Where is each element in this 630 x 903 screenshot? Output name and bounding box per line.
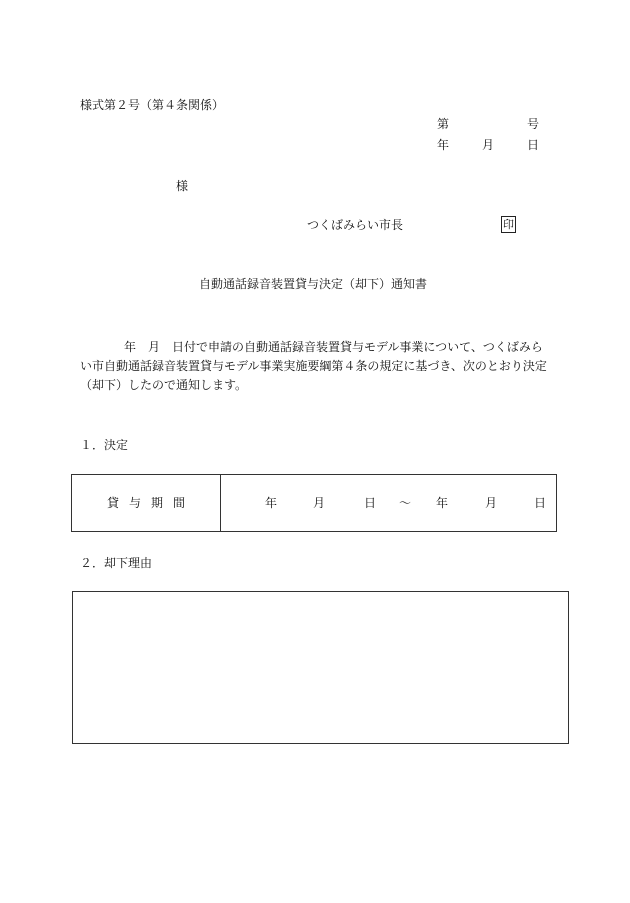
period-start-year: 年 [265,496,278,510]
section-rejection-heading: ２．却下理由 [80,556,153,570]
issuer-name: つくばみらい市長 [307,218,404,232]
seal-stamp: 印 [503,218,514,231]
period-end-day: 日 [534,496,547,510]
issue-date-month: 月 [482,138,495,152]
addressee-suffix: 様 [176,179,189,193]
period-end-year: 年 [436,496,449,510]
lending-period-label: 貸与期間 [106,496,195,510]
form-number: 様式第２号（第４条関係） [80,98,225,112]
document-title: 自動通話録音装置貸与決定（却下）通知書 [199,277,428,291]
table-divider [220,475,221,531]
period-end-month: 月 [485,496,498,510]
decision-table [71,474,557,532]
period-start-day: 日 [364,496,377,510]
body-paragraph [80,338,550,395]
body-text: 年 月 日付で申請の自動通話録音装置貸与モデル事業について、つくばみらい市自動通話録音装置貸与モデル事業実施要綱第４条の規定に基づき、次のとおり決定（却下）したので通知します。 [80,340,547,392]
issue-date-year: 年 [437,138,450,152]
period-start-month: 月 [313,496,326,510]
document-number-suffix: 号 [527,117,540,131]
document-number-prefix: 第 [437,117,450,131]
issue-date-day: 日 [527,138,540,152]
period-separator: ～ [399,496,412,510]
section-decision-heading: １．決定 [80,438,129,452]
rejection-reason-box [72,591,569,744]
